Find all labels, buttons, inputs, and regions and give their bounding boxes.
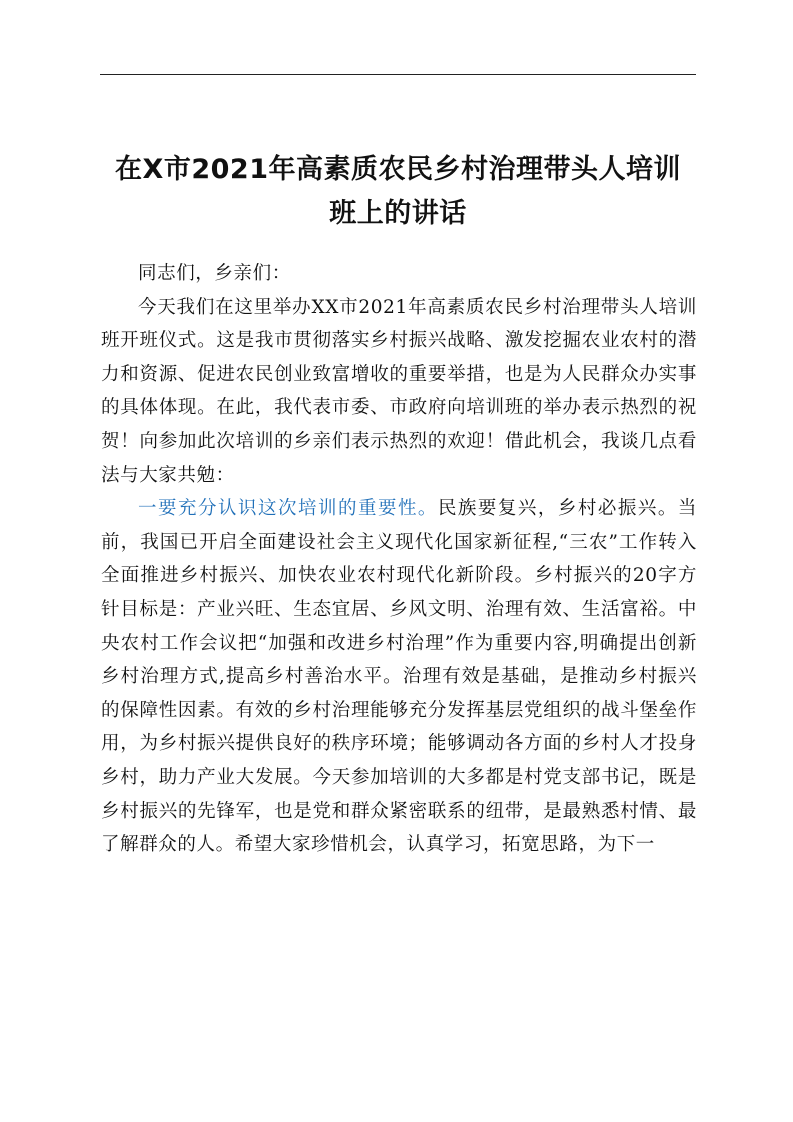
document-body	[101, 257, 697, 862]
salutation: 同志们，乡亲们：	[138, 263, 291, 284]
title-line-1: 在X市2021年高素质农民乡村治理带头人培训	[115, 154, 681, 185]
paragraph-opening: 今天我们在这里举办XX市2021年高素质农民乡村治理带头人培训班开班仪式。这是我市贯彻落实乡村振兴战略、激发挖掘农业农村的潜力和资源、促进农民创业致富增收的重要举措，也是为人民群众办实事的具体体现。在此，我代表市委、市政府向培训班的举办表示热烈的祝贺！向参加此次培训的乡亲们表示热烈的欢迎！借此机会，我谈几点看法与大家共勉：	[101, 296, 697, 486]
point-one-heading: 一要充分认识这次培训的重要性。	[138, 498, 438, 520]
header-rule	[100, 74, 696, 75]
paragraph-point-one	[101, 492, 697, 862]
point-one-body: 民族要复兴，乡村必振兴。当前，我国已开启全面建设社会主义现代化国家新征程,“三农”工作转入全面推进乡村振兴、加快农业农村现代化新阶段。乡村振兴的20字方针目标是：产业兴旺、生态宜居、乡风文明、治理有效、生活富裕。中央农村工作会议把“加强和改进乡村治理”作为重要内容,明确提出创新乡村治理方式,提高乡村善治水平。治理有效是基础，是推动乡村振兴的保障性因素。有效的乡村治理能够充分发挥基层党组织的战斗堡垒作用，为乡村振兴提供良好的秩序环境；能够调动各方面的乡村人才投身乡村，助力产业大发展。今天参加培训的大多都是村党支部书记，既是乡村振兴的先锋军，也是党和群众紧密联系的纽带，是最熟悉村情、最了解群众的人。希望大家珍惜机会，认真学习，拓宽思路，为下一	[101, 498, 697, 856]
document-title	[90, 148, 706, 236]
title-line-2: 班上的讲话	[329, 198, 467, 229]
